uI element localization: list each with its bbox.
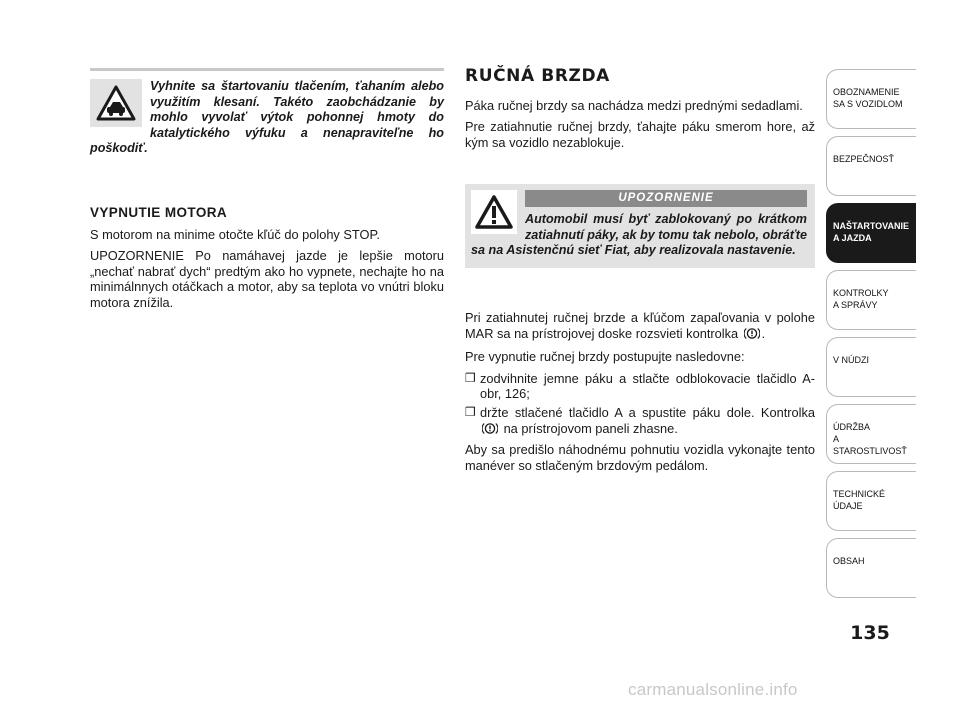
engine-cooldown-paragraph: UPOZORNENIE Po namáhavej jazde je lepšie motoru „nechať nabrať dych“ predtým ako ho vypnete, nechajte ho na minimálnnych otáčkach a motor, aby sa teplota vo vnútri bloku motora znížila. bbox=[90, 248, 444, 310]
closing-paragraph: Aby sa predišlo náhodnému pohnutiu vozidla vykonajte tento manéver so stlačeným brzdovým pedálom. bbox=[465, 442, 815, 473]
bullet-text bbox=[480, 405, 815, 438]
tab-obsah[interactable]: OBSAH bbox=[826, 538, 916, 598]
engine-off-title: VYPNUTIE MOTORA bbox=[90, 204, 228, 220]
release-intro: Pre vypnutie ručnej brzdy postupujte nasledovne: bbox=[465, 349, 745, 365]
tab-kontrolky[interactable]: KONTROLKY A SPRÁVY bbox=[826, 270, 916, 330]
indicator-paragraph bbox=[465, 310, 815, 343]
indicator-text-end: . bbox=[761, 325, 766, 341]
handbrake-location-paragraph: Páka ručnej brzdy sa nachádza medzi prednými sedadlami. bbox=[465, 98, 803, 113]
warning-header: UPOZORNENIE bbox=[525, 190, 807, 207]
left-column bbox=[90, 68, 444, 316]
exclamation-triangle-icon bbox=[471, 190, 517, 234]
page-title: RUČNÁ BRZDA bbox=[465, 66, 610, 86]
list-item bbox=[465, 371, 815, 402]
handbrake-indicator-icon bbox=[482, 422, 498, 438]
bullet-text-end: na prístrojovom paneli zhasne. bbox=[503, 420, 678, 436]
engine-off-paragraph: S motorom na minime otočte kľúč do polohy STOP. bbox=[90, 226, 380, 242]
tab-technicke[interactable]: TECHNICKÉ ÚDAJE bbox=[826, 471, 916, 531]
warning-text: Automobil musí byť zablokovaný po krátkom zatiahnutí páky, ak by tomu tak nebolo, obráťte sa na Asistenčnú sieť Fiat, aby realizovala nastavenie. bbox=[471, 212, 807, 258]
right-column bbox=[465, 62, 815, 479]
tab-oboznamenie[interactable]: OBOZNAMENIE SA S VOZIDLOM bbox=[826, 69, 916, 129]
indicator-text-start: Pri zatiahnutej ručnej brzde a kľúčom zapaľovania v polohe MAR sa na prístrojovej doske rozsvieti kontrolka bbox=[465, 310, 815, 341]
handbrake-indicator-icon bbox=[744, 327, 760, 343]
checkbox-bullet-icon: ❒ bbox=[465, 405, 476, 420]
page-number: 135 bbox=[850, 622, 890, 644]
list-item bbox=[465, 405, 815, 438]
chapter-tabs bbox=[826, 69, 916, 605]
bullet-text: zodvihnite jemne páku a stlačte odblokovacie tlačidlo A-obr, 126; bbox=[480, 370, 815, 402]
bullet-text-start: držte stlačené tlačidlo A a spustite páku dole. Kontrolka bbox=[480, 405, 815, 421]
caution-text: Vyhnite sa štartovaniu tlačením, ťahaním alebo využitím klesaní. Takéto zaobchádzanie by mohlo vyvolať výtok pohonnej hmoty do katalytického výfuku a nenapraviteľne ho poškodiť. bbox=[90, 79, 444, 156]
tab-nastartovanie[interactable]: NAŠTARTOVANIE A JAZDA bbox=[826, 203, 916, 263]
caution-divider bbox=[90, 68, 444, 71]
handbrake-apply-paragraph: Pre zatiahnutie ručnej brzdy, ťahajte páku smerom hore, až kým sa vozidlo nezablokuje. bbox=[465, 119, 815, 150]
tab-udrzba[interactable]: ÚDRŽBA A STAROSTLIVOSŤ bbox=[826, 404, 916, 464]
tab-v-nudzi[interactable]: V NÚDZI bbox=[826, 337, 916, 397]
watermark: carmanualsonline.info bbox=[628, 680, 798, 699]
car-exhaust-caution-icon bbox=[90, 79, 142, 127]
tab-bezpecnost[interactable]: BEZPEČNOSŤ bbox=[826, 136, 916, 196]
caution-note bbox=[90, 68, 444, 157]
warning-box bbox=[465, 184, 815, 268]
checkbox-bullet-icon: ❒ bbox=[465, 370, 476, 385]
